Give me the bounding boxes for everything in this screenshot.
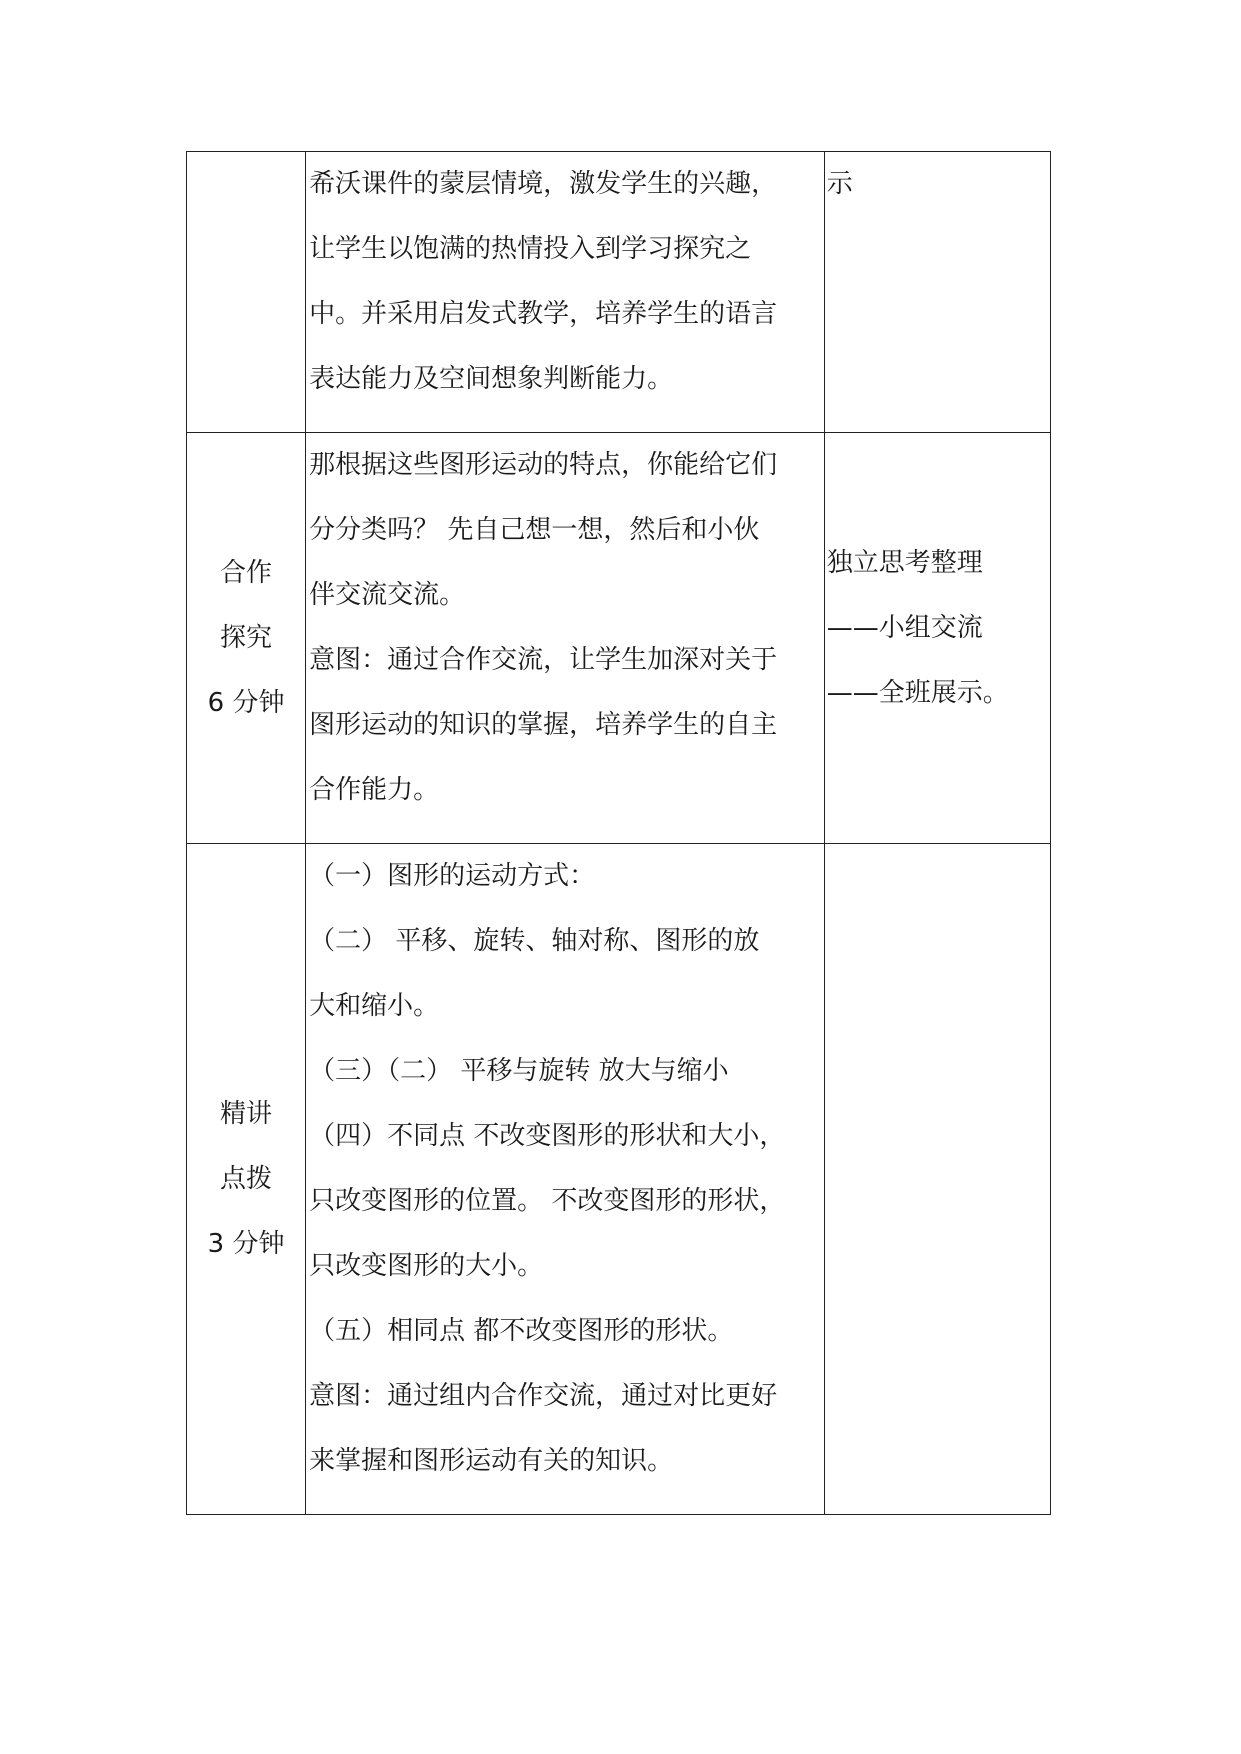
stage-cell (187, 433, 306, 844)
stage-duration: 6 分钟 (207, 687, 285, 718)
content-line: 意图：通过组内合作交流，通过对比更好 (309, 1381, 778, 1411)
content-line: （一）图形的运动方式： (309, 861, 596, 891)
content-line: 希沃课件的蒙层情境，激发学生的兴趣， (309, 169, 778, 199)
activity-line: 示 (826, 169, 853, 199)
content-line: 伴交流交流。 (309, 580, 466, 610)
content-cell (306, 844, 825, 1515)
activity-line: ——全班展示。 (826, 677, 1009, 708)
stage-duration: 3 分钟 (207, 1228, 285, 1259)
content-cell (306, 152, 825, 433)
content-line: 让学生以饱满的热情投入到学习探究之 (309, 234, 752, 264)
content-cell (306, 433, 825, 844)
stage-label: 精讲 (220, 1098, 273, 1129)
content-line: 分分类吗？ 先自己想一想，然后和小伙 (309, 515, 760, 545)
activity-cell (824, 152, 1050, 433)
content-line: 来掌握和图形运动有关的知识。 (309, 1446, 674, 1476)
content-line: 意图：通过合作交流，让学生加深对关于 (309, 645, 778, 675)
content-line: 合作能力。 (309, 775, 440, 805)
content-line: 表达能力及空间想象判断能力。 (309, 364, 674, 394)
activity-line: ——小组交流 (826, 612, 983, 643)
table-row (187, 152, 1051, 433)
activity-cell (824, 433, 1050, 844)
table-row (187, 844, 1051, 1515)
stage-label: 合作 (220, 557, 273, 588)
content-line: 只改变图形的大小。 (309, 1251, 544, 1281)
stage-cell (187, 844, 306, 1515)
content-line: 那根据这些图形运动的特点，你能给它们 (309, 450, 778, 480)
content-line: （二） 平移、旋转、轴对称、图形的放 (309, 926, 760, 956)
stage-label: 探究 (220, 622, 273, 653)
content-line: 只改变图形的位置。 不改变图形的形状， (309, 1186, 786, 1216)
content-line: 大和缩小。 (309, 991, 440, 1021)
content-line: 图形运动的知识的掌握，培养学生的自主 (309, 710, 778, 740)
activity-cell (824, 844, 1050, 1515)
lesson-plan-table (186, 151, 1051, 1515)
table-row (187, 433, 1051, 844)
activity-line: 独立思考整理 (826, 547, 983, 578)
content-line: （五）相同点 都不改变图形的形状。 (309, 1316, 734, 1346)
stage-cell (187, 152, 306, 433)
content-line: （四）不同点 不改变图形的形状和大小， (309, 1121, 786, 1151)
content-line: （三）（二） 平移与旋转 放大与缩小 (309, 1056, 729, 1086)
content-line: 中。并采用启发式教学，培养学生的语言 (309, 299, 778, 329)
stage-label: 点拨 (220, 1163, 273, 1194)
